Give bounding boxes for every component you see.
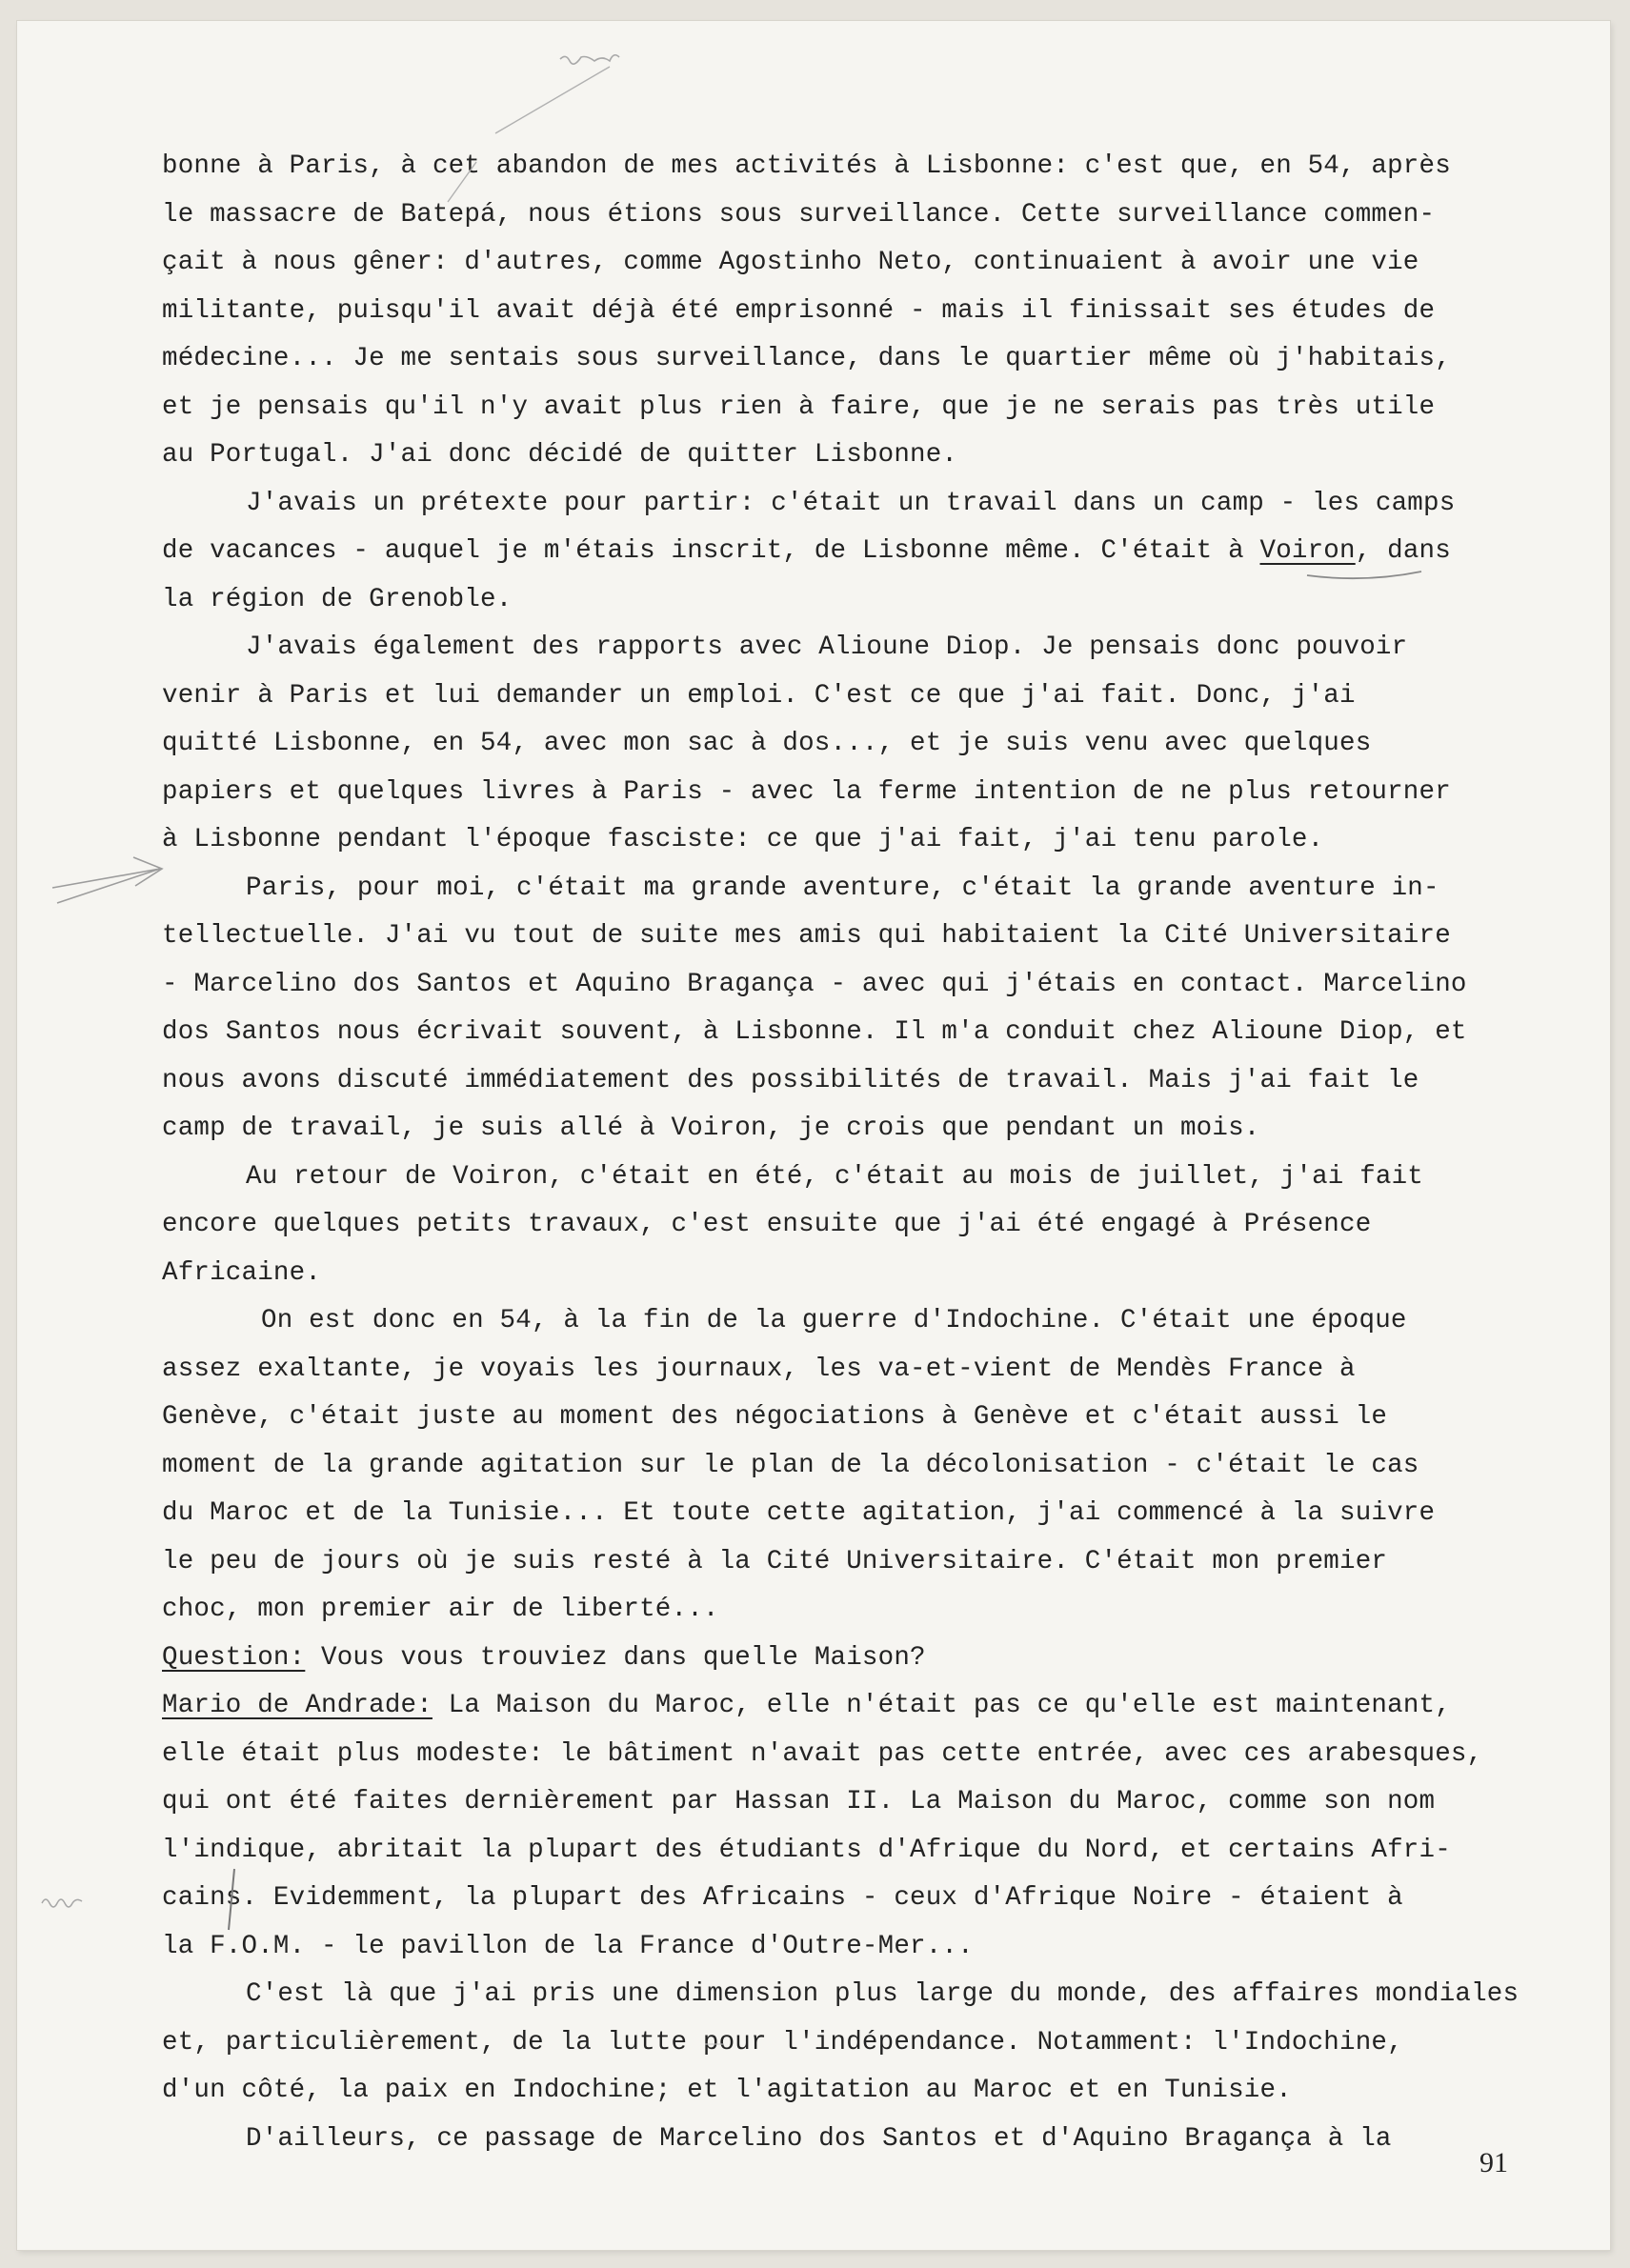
text-line: le peu de jours où je suis resté à la Cité Universitaire. C'était mon premier bbox=[162, 1546, 1388, 1576]
text-line: qui ont été faites dernièrement par Hassan II. La Maison du Maroc, comme son nom bbox=[162, 1787, 1436, 1816]
text-line: encore quelques petits travaux, c'est ensuite que j'ai été engagé à Présence bbox=[162, 1210, 1372, 1239]
text-line: nous avons discuté immédiatement des possibilités de travail. Mais j'ai fait le bbox=[162, 1065, 1419, 1095]
text-line: J'avais également des rapports avec Alioune Diop. Je pensais donc pouvoir bbox=[246, 632, 1408, 662]
text-line: On est donc en 54, à la fin de la guerre d'Indochine. C'était une époque bbox=[261, 1306, 1407, 1335]
text-line: çait à nous gêner: d'autres, comme Agostinho Neto, continuaient à avoir une vie bbox=[162, 248, 1419, 277]
text-line: Paris, pour moi, c'était ma grande aventure, c'était la grande aventure in- bbox=[246, 873, 1439, 903]
text-line: tellectuelle. J'ai vu tout de suite mes amis qui habitaient la Cité Universitaire bbox=[162, 921, 1451, 951]
question-line bbox=[162, 1635, 1591, 1683]
text-line: du Maroc et de la Tunisie... Et toute cette agitation, j'ai commencé à la suivre bbox=[162, 1498, 1436, 1528]
text-line: d'un côté, la paix en Indochine; et l'agitation au Maroc et en Tunisie. bbox=[162, 2076, 1292, 2105]
text-line: J'avais un prétexte pour partir: c'était un travail dans un camp - les camps bbox=[246, 488, 1456, 518]
text-line: Africaine. bbox=[162, 1257, 322, 1288]
text-segment: de vacances - auquel je m'étais inscrit, de Lisbonne même. C'était à bbox=[162, 536, 1260, 566]
text-line: C'est là que j'ai pris une dimension plus large du monde, des affaires mondiales bbox=[246, 1979, 1519, 2009]
page-number: 91 bbox=[1479, 2147, 1508, 2178]
typewritten-text bbox=[162, 143, 1591, 2163]
answer-line bbox=[162, 1682, 1591, 1731]
underlined-voiron: Voiron bbox=[1259, 536, 1356, 566]
text-line: moment de la grande agitation sur le plan de la décolonisation - c'était le cas bbox=[162, 1450, 1419, 1480]
text-line: camp de travail, je suis allé à Voiron, je crois que pendant un mois. bbox=[162, 1114, 1260, 1143]
text-line: - Marcelino dos Santos et Aquino Bragança - avec qui j'étais en contact. Marcelino bbox=[162, 969, 1467, 999]
text-line: l'indique, abritait la plupart des étudiants d'Afrique du Nord, et certains Afri- bbox=[162, 1835, 1451, 1865]
text-line: bonne à Paris, à cet abandon de mes activités à Lisbonne: c'est que, en 54, après bbox=[162, 151, 1451, 181]
text-line: quitté Lisbonne, en 54, avec mon sac à dos..., et je suis venu avec quelques bbox=[162, 729, 1372, 758]
text-line: assez exaltante, je voyais les journaux, les va-et-vient de Mendès France à bbox=[162, 1354, 1356, 1384]
text-line: D'ailleurs, ce passage de Marcelino dos Santos et d'Aquino Bragança à la bbox=[246, 2123, 1392, 2154]
text-line: militante, puisqu'il avait déjà été emprisonné - mais il finissait ses études de bbox=[162, 295, 1436, 326]
text-segment: , dans bbox=[1355, 536, 1451, 566]
question-text: Vous vous trouviez dans quelle Maison? bbox=[321, 1642, 926, 1673]
question-label: Question: bbox=[162, 1642, 306, 1673]
text-line: le massacre de Batepá, nous étions sous surveillance. Cette surveillance commen- bbox=[162, 199, 1436, 230]
text-line: la région de Grenoble. bbox=[162, 584, 513, 614]
text-line: papiers et quelques livres à Paris - avec la ferme intention de ne plus retourner bbox=[162, 776, 1451, 807]
text-line: Genève, c'était juste au moment des négociations à Genève et c'était aussi le bbox=[162, 1402, 1388, 1432]
text-line: la F.O.M. - le pavillon de la France d'Outre-Mer... bbox=[162, 1931, 974, 1961]
speaker-label: Mario de Andrade: bbox=[162, 1691, 433, 1720]
text-line: choc, mon premier air de liberté... bbox=[162, 1595, 719, 1624]
text-line: à Lisbonne pendant l'époque fasciste: ce que j'ai fait, j'ai tenu parole. bbox=[162, 825, 1324, 854]
text-line: médecine... Je me sentais sous surveillance, dans le quartier même où j'habitais, bbox=[162, 344, 1451, 373]
text-line: venir à Paris et lui demander un emploi. C'est ce que j'ai fait. Donc, j'ai bbox=[162, 680, 1356, 711]
text-line: dos Santos nous écrivait souvent, à Lisbonne. Il m'a conduit chez Alioune Diop, et bbox=[162, 1017, 1467, 1047]
text-line: et je pensais qu'il n'y avait plus rien à faire, que je ne serais pas très utile bbox=[162, 391, 1436, 422]
text-line: Au retour de Voiron, c'était en été, c'était au mois de juillet, j'ai fait bbox=[246, 1161, 1423, 1192]
text-line-voiron bbox=[162, 528, 1591, 576]
answer-text: La Maison du Maroc, elle n'était pas ce qu'elle est maintenant, bbox=[448, 1691, 1451, 1720]
text-line: cains. Evidemment, la plupart des Africains - ceux d'Afrique Noire - étaient à bbox=[162, 1883, 1403, 1913]
paper-sheet bbox=[17, 21, 1610, 2250]
text-line: et, particulièrement, de la lutte pour l'indépendance. Notamment: l'Indochine, bbox=[162, 2027, 1403, 2057]
text-line: elle était plus modeste: le bâtiment n'avait pas cette entrée, avec ces arabesques, bbox=[162, 1738, 1483, 1769]
text-line: au Portugal. J'ai donc décidé de quitter Lisbonne. bbox=[162, 440, 958, 470]
